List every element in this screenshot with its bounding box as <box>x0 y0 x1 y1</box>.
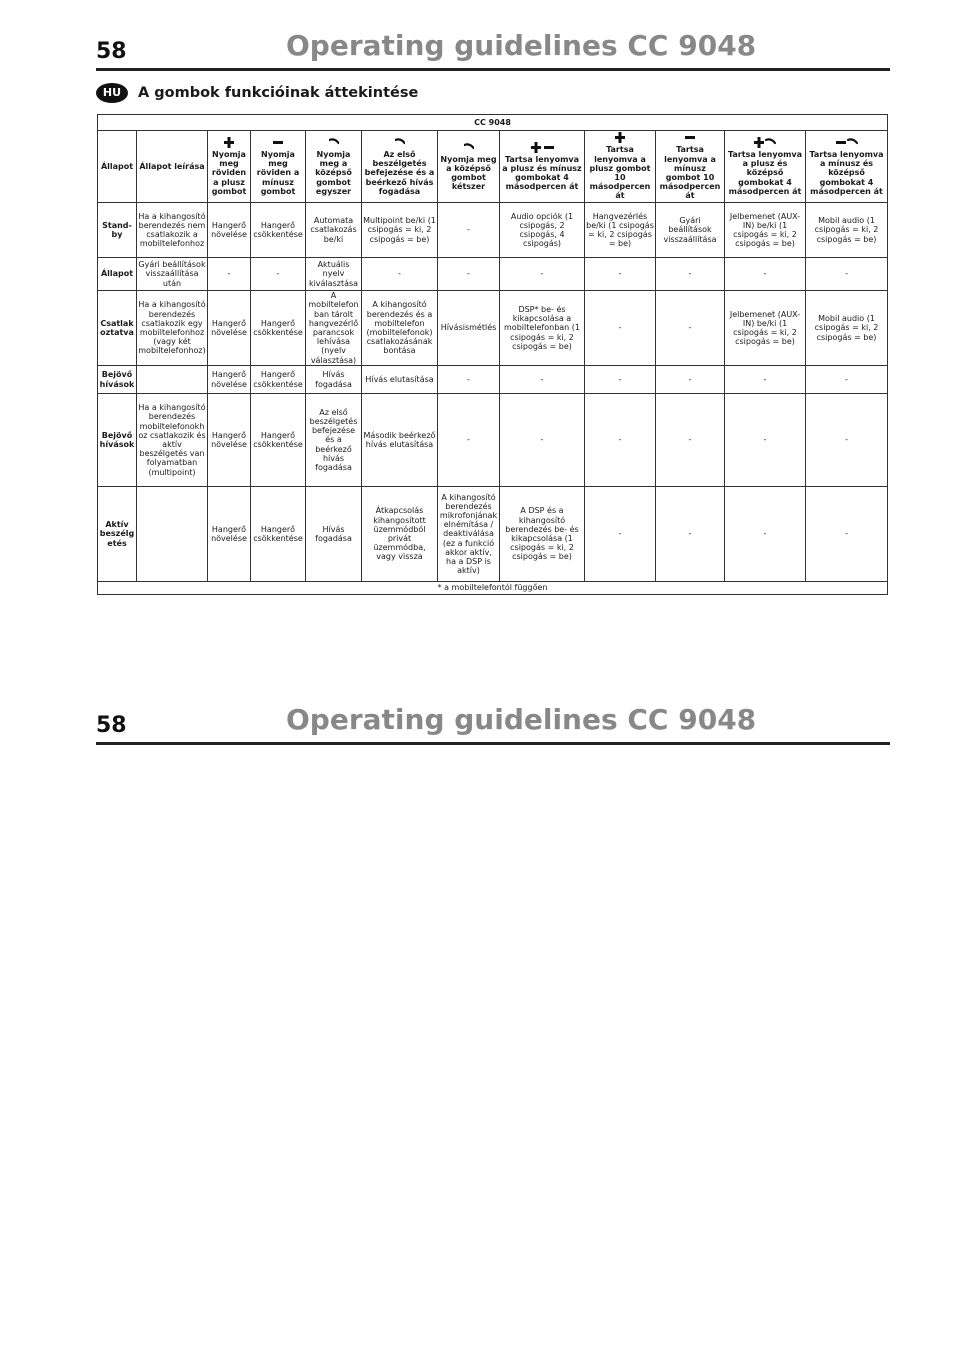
table-row <box>98 203 888 258</box>
table-cell: Hangerő csökkentése <box>251 487 306 582</box>
page-header <box>96 0 890 71</box>
column-header <box>98 131 137 203</box>
table-cell: Aktuális nyelv kiválasztása <box>306 258 362 291</box>
column-header <box>208 131 251 203</box>
page-title: Operating guidelines CC 9048 <box>286 29 757 62</box>
table-cell: Hangerő csökkentése <box>251 203 306 258</box>
table-cell: - <box>362 258 438 291</box>
column-header-label: Tartsa lenyomva a mínusz és középső gombokat 4 másodpercen át <box>809 150 884 196</box>
table-cell: A kihangosító berendezés és a mobiltelefon (mobiltelefonok) csatlakozásának bontása <box>362 291 438 366</box>
column-header <box>585 131 656 203</box>
table-cell: - <box>806 394 888 487</box>
table-header-row <box>98 131 888 203</box>
table-cell: Jelbemenet (AUX-IN) be/ki (1 csipogás = ki, 2 csipogás = be) <box>725 203 806 258</box>
table-cell: Hangvezérlés be/ki (1 csipogás = ki, 2 csipogás = be) <box>585 203 656 258</box>
table-cell: DSP* be- és kikapcsolása a mobiltelefonban (1 csipogás = ki, 2 csipogás = be) <box>500 291 585 366</box>
table-cell: Ha a kihangosító berendezés nem csatlakozik a mobiltelefonhoz <box>137 203 208 258</box>
row-state-label: Bejövő hívások <box>98 366 137 394</box>
table-cell: Hangerő növelése <box>208 366 251 394</box>
column-header-label: Állapot leírása <box>139 161 205 171</box>
table-cell: Audio opciók (1 csipogás, 2 csipogás, 4 csipogás) <box>500 203 585 258</box>
column-header <box>806 131 888 203</box>
table-row <box>98 258 888 291</box>
table-cell: - <box>438 258 500 291</box>
column-header <box>438 131 500 203</box>
column-header-label: Tartsa lenyomva a plusz gombot 10 másodpercen át <box>589 145 651 201</box>
column-header-label: Tartsa lenyomva a plusz és mínusz gombokat 4 másodpercen át <box>502 154 582 192</box>
table-cell: Hangerő csökkentése <box>251 394 306 487</box>
table-cell: - <box>656 258 725 291</box>
table-cell: - <box>656 487 725 582</box>
page-number: 58 <box>96 39 127 64</box>
table-cell: - <box>656 291 725 366</box>
table-cell: - <box>656 394 725 487</box>
table-cell: Mobil audio (1 csipogás = ki, 2 csipogás = be) <box>806 291 888 366</box>
table-cell: - <box>438 394 500 487</box>
table-cell: Ha a kihangosító berendezés csatlakozik egy mobiltelefonhoz (vagy két mobiltelefonhoz) <box>137 291 208 366</box>
repeated-page-title: Operating guidelines CC 9048 <box>286 703 757 736</box>
table-cell: Átkapcsolás kihangosított üzemmódból privát üzemmódba, vagy vissza <box>362 487 438 582</box>
table-cell <box>137 366 208 394</box>
table-cell: Hangerő csökkentése <box>251 291 306 366</box>
table-cell: - <box>725 394 806 487</box>
table-cell: Hívás fogadása <box>306 366 362 394</box>
table-cell: - <box>500 258 585 291</box>
table-footnote-row <box>98 582 888 595</box>
repeated-page-number: 58 <box>96 713 127 738</box>
column-header <box>500 131 585 203</box>
column-header-label: Tartsa lenyomva a mínusz gombot 10 másodpercen át <box>659 145 721 201</box>
table-cell: - <box>656 366 725 394</box>
table-cell: Hívás fogadása <box>306 487 362 582</box>
minus-icon <box>252 137 304 149</box>
table-cell: Hívásismétlés <box>438 291 500 366</box>
row-state-label: Aktív beszélgetés <box>98 487 137 582</box>
plus-phone-icon <box>726 137 804 149</box>
table-cell: - <box>438 366 500 394</box>
plus-icon <box>586 132 654 144</box>
table-cell: Jelbemenet (AUX-IN) be/ki (1 csipogás = ki, 2 csipogás = be) <box>725 291 806 366</box>
table-cell: - <box>585 394 656 487</box>
table-cell: - <box>806 487 888 582</box>
table-cell: Hangerő növelése <box>208 487 251 582</box>
column-header-label: Nyomja meg a középső gombot kétszer <box>440 154 497 192</box>
plus-minus-icon <box>501 142 583 154</box>
minus-phone-icon <box>807 137 886 149</box>
table-cell: - <box>585 258 656 291</box>
table-cell: - <box>251 258 306 291</box>
row-state-label: Stand-by <box>98 203 137 258</box>
table-cell: - <box>208 258 251 291</box>
column-header <box>725 131 806 203</box>
table-body <box>98 203 888 582</box>
table-cell: Multipoint be/ki (1 csipogás = ki, 2 csipogás = be) <box>362 203 438 258</box>
table-row <box>98 487 888 582</box>
row-state-label: Állapot <box>98 258 137 291</box>
column-header-label: Tartsa lenyomva a plusz és középső gombokat 4 másodpercen át <box>727 150 803 196</box>
table-cell: Hívás elutasítása <box>362 366 438 394</box>
table-cell: A mobiltelefonban tárolt hangvezérlő parancsok lehívása (nyelv választása) <box>306 291 362 366</box>
column-header <box>656 131 725 203</box>
phone-handset-icon <box>439 142 498 154</box>
table-cell: Hangerő növelése <box>208 203 251 258</box>
table-cell: - <box>585 291 656 366</box>
section-heading <box>96 82 418 104</box>
column-header-label: Nyomja meg röviden a mínusz gombot <box>256 150 300 196</box>
table-cell: Gyári beállítások visszaállítása után <box>137 258 208 291</box>
repeated-page-header <box>96 674 890 745</box>
table-cell: Az első beszélgetés befejezése és a beérkező hívás fogadása <box>306 394 362 487</box>
column-header <box>137 131 208 203</box>
table-cell: Mobil audio (1 csipogás = ki, 2 csipogás = be) <box>806 203 888 258</box>
table-cell: A DSP és a kihangosító berendezés be- és kikapcsolása (1 csipogás = ki, 2 csipogás = be) <box>500 487 585 582</box>
column-header-label: Nyomja meg röviden a plusz gombot <box>211 150 247 196</box>
table-cell: - <box>500 394 585 487</box>
table-row <box>98 394 888 487</box>
table-cell: - <box>725 366 806 394</box>
table-row <box>98 291 888 366</box>
table-cell: - <box>806 366 888 394</box>
table-cell: - <box>806 258 888 291</box>
table-title-row <box>98 115 888 131</box>
row-state-label: Csatlakoztatva <box>98 291 137 366</box>
table-cell: - <box>585 487 656 582</box>
section-title: A gombok funkcióinak áttekintése <box>138 85 419 101</box>
language-badge: HU <box>96 83 128 103</box>
table-cell: Hangerő csökkentése <box>251 366 306 394</box>
table-cell: - <box>438 203 500 258</box>
table-cell: - <box>500 366 585 394</box>
table-cell: A kihangosító berendezés mikrofonjának elnémítása / deaktiválása (ez a funkció akkor aktív, ha a DSP is aktív) <box>438 487 500 582</box>
table-cell: - <box>725 487 806 582</box>
table-cell: Hangerő növelése <box>208 394 251 487</box>
column-header-label: Az első beszélgetés befejezése és a beérkező hívás fogadása <box>364 150 435 196</box>
footnote: * a mobiltelefontól függően <box>98 582 888 595</box>
row-state-label: Bejövő hívások <box>98 394 137 487</box>
table-row <box>98 366 888 394</box>
column-header-label: Nyomja meg a középső gombot egyszer <box>315 150 352 196</box>
column-header-label: Állapot <box>100 161 134 171</box>
phone-handset-icon <box>307 137 360 149</box>
table-cell: - <box>725 258 806 291</box>
table-cell <box>137 487 208 582</box>
table-cell: Gyári beállítások visszaállítása <box>656 203 725 258</box>
table-cell: Ha a kihangosító berendezés mobiltelefonokhoz csatlakozik és aktív beszélgetés van folyamatban (multipoint) <box>137 394 208 487</box>
table-cell: - <box>585 366 656 394</box>
table-cell: Második beérkező hívás elutasítása <box>362 394 438 487</box>
table-title: CC 9048 <box>98 115 888 131</box>
button-function-table <box>97 114 888 595</box>
plus-icon <box>209 137 249 149</box>
column-header <box>306 131 362 203</box>
column-header <box>362 131 438 203</box>
minus-icon <box>657 132 723 144</box>
table-cell: Automata csatlakozás be/ki <box>306 203 362 258</box>
phone-handset-icon <box>363 137 436 149</box>
column-header <box>251 131 306 203</box>
table-cell: Hangerő növelése <box>208 291 251 366</box>
